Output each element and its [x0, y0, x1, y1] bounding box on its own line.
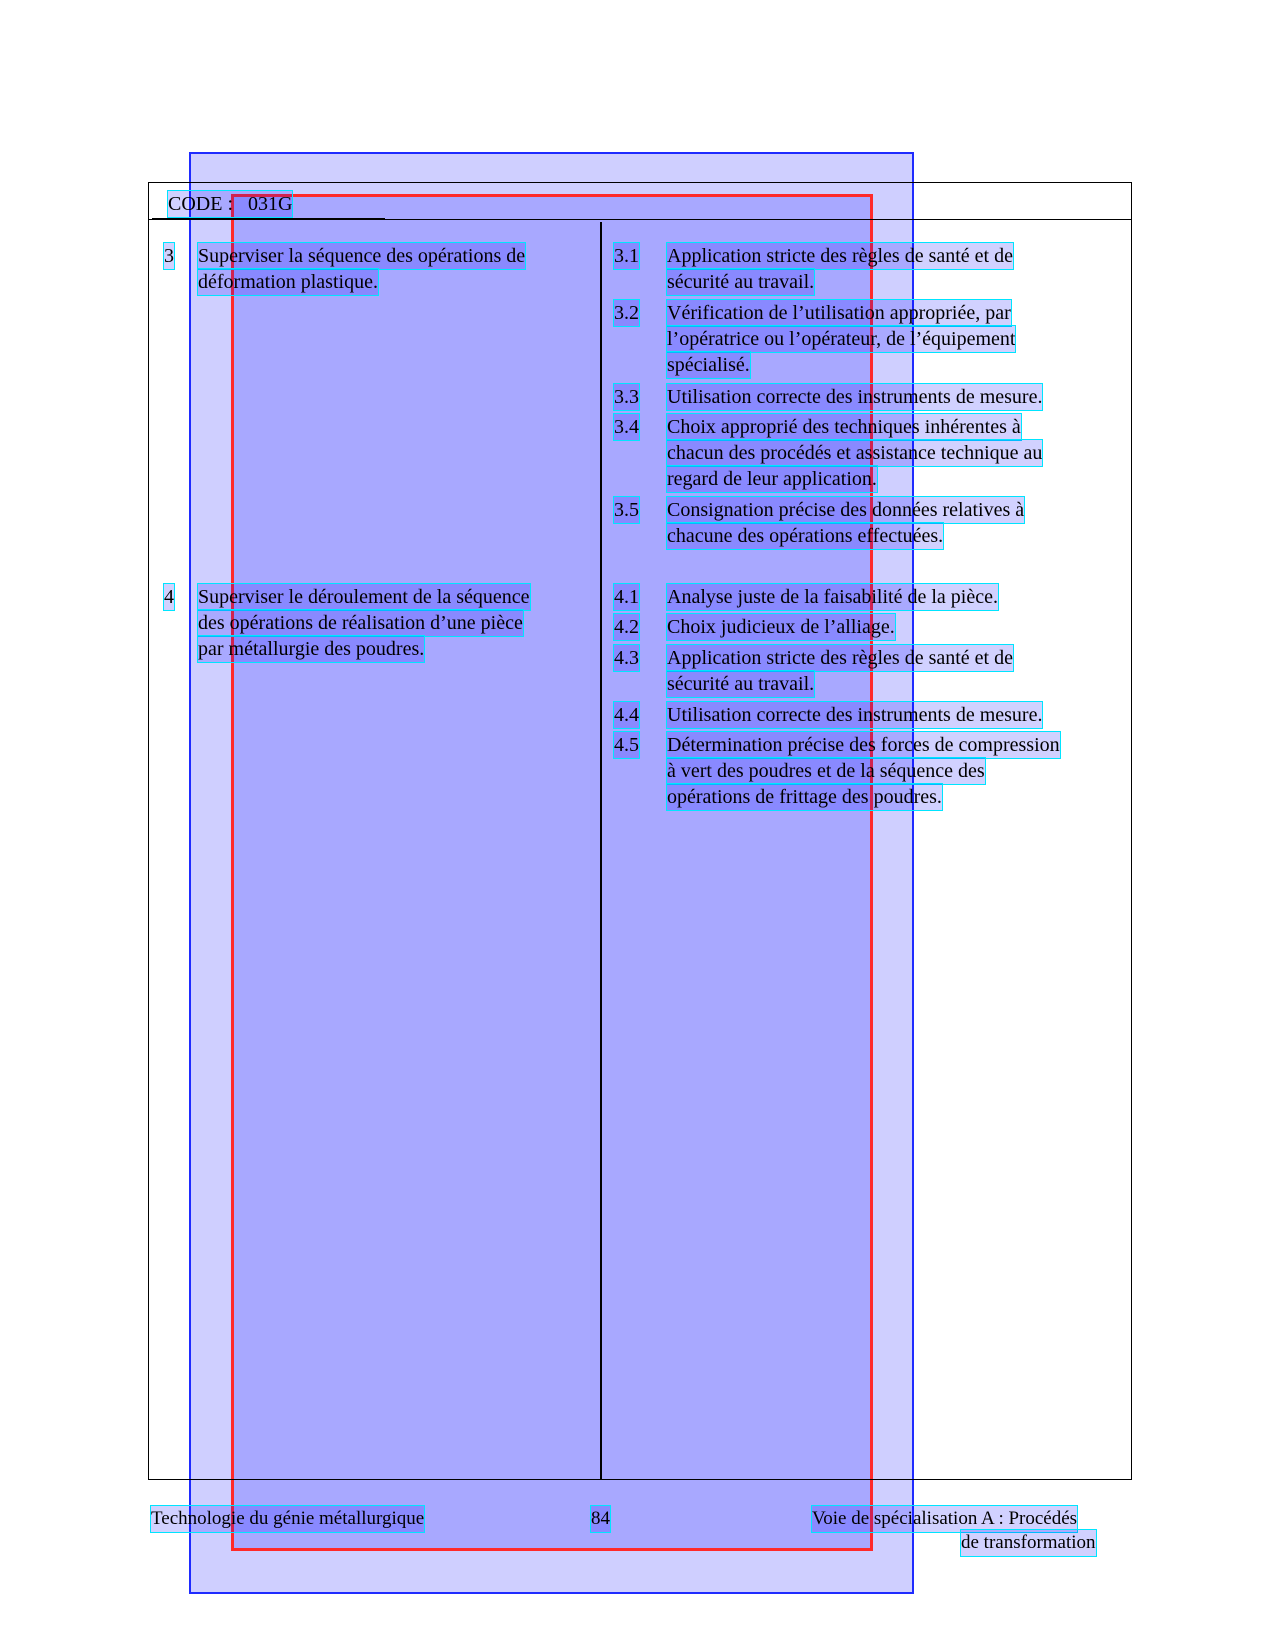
- criterion-line: Consignation précise des données relatives à: [667, 499, 1025, 521]
- criterion-number: 3.3: [614, 386, 639, 408]
- section-title-line: Superviser la séquence des opérations de: [198, 245, 526, 267]
- criterion-line: Choix approprié des techniques inhérentes à: [667, 416, 1021, 438]
- header-rule: [148, 219, 1132, 220]
- criterion-number: 4.4: [614, 704, 639, 726]
- criterion-number: 3.2: [614, 302, 639, 324]
- criterion-line: l’opératrice ou l’opérateur, de l’équipement: [667, 328, 1016, 350]
- code-header: [168, 191, 292, 217]
- code-label: CODE :: [168, 193, 233, 215]
- criterion-number: 4.3: [614, 647, 639, 669]
- criterion-line: Détermination précise des forces de compression: [667, 734, 1060, 756]
- section-title-line: par métallurgie des poudres.: [198, 638, 425, 660]
- criterion-number: 3.5: [614, 499, 639, 521]
- criterion-line: Analyse juste de la faisabilité de la pièce.: [667, 586, 998, 608]
- section-number: 3: [164, 245, 174, 267]
- criterion-line: regard de leur application.: [667, 468, 877, 490]
- criterion-line: opérations de frittage des poudres.: [667, 786, 942, 808]
- footer-specialization-line1: Voie de spécialisation A : Procédés: [812, 1506, 1077, 1532]
- section-title-line: Superviser le déroulement de la séquence: [198, 586, 530, 608]
- criterion-line: sécurité au travail.: [667, 673, 815, 695]
- criterion-number: 4.1: [614, 586, 639, 608]
- criterion-number: 3.1: [614, 245, 639, 267]
- criterion-line: sécurité au travail.: [667, 271, 815, 293]
- criterion-line: Utilisation correcte des instruments de mesure.: [667, 704, 1043, 726]
- footer-page-number: 84: [591, 1506, 610, 1532]
- criterion-number: 4.2: [614, 616, 639, 638]
- section-title-line: déformation plastique.: [198, 271, 378, 293]
- criterion-line: Application stricte des règles de santé et de: [667, 647, 1013, 669]
- section-number: 4: [164, 586, 174, 608]
- footer-specialization-line2: de transformation: [961, 1530, 1096, 1556]
- criterion-line: Choix judicieux de l’alliage.: [667, 616, 895, 638]
- criterion-line: chacun des procédés et assistance technique au: [667, 442, 1043, 464]
- section-title-line: des opérations de réalisation d’une pièce: [198, 612, 523, 634]
- criterion-line: Utilisation correcte des instruments de mesure.: [667, 386, 1043, 408]
- footer-program-title: Technologie du génie métallurgique: [151, 1506, 424, 1532]
- criterion-line: chacune des opérations effectuées.: [667, 525, 944, 547]
- criterion-number: 3.4: [614, 416, 639, 438]
- criterion-line: Vérification de l’utilisation appropriée, par: [667, 302, 1011, 324]
- code-underline: [152, 218, 385, 219]
- code-value: 031G: [248, 193, 293, 215]
- criterion-line: à vert des poudres et de la séquence des: [667, 760, 985, 782]
- document-frame: [148, 182, 1132, 1480]
- criterion-number: 4.5: [614, 734, 639, 756]
- criterion-line: spécialisé.: [667, 354, 750, 376]
- criterion-line: Application stricte des règles de santé et de: [667, 245, 1013, 267]
- column-divider: [600, 222, 602, 1480]
